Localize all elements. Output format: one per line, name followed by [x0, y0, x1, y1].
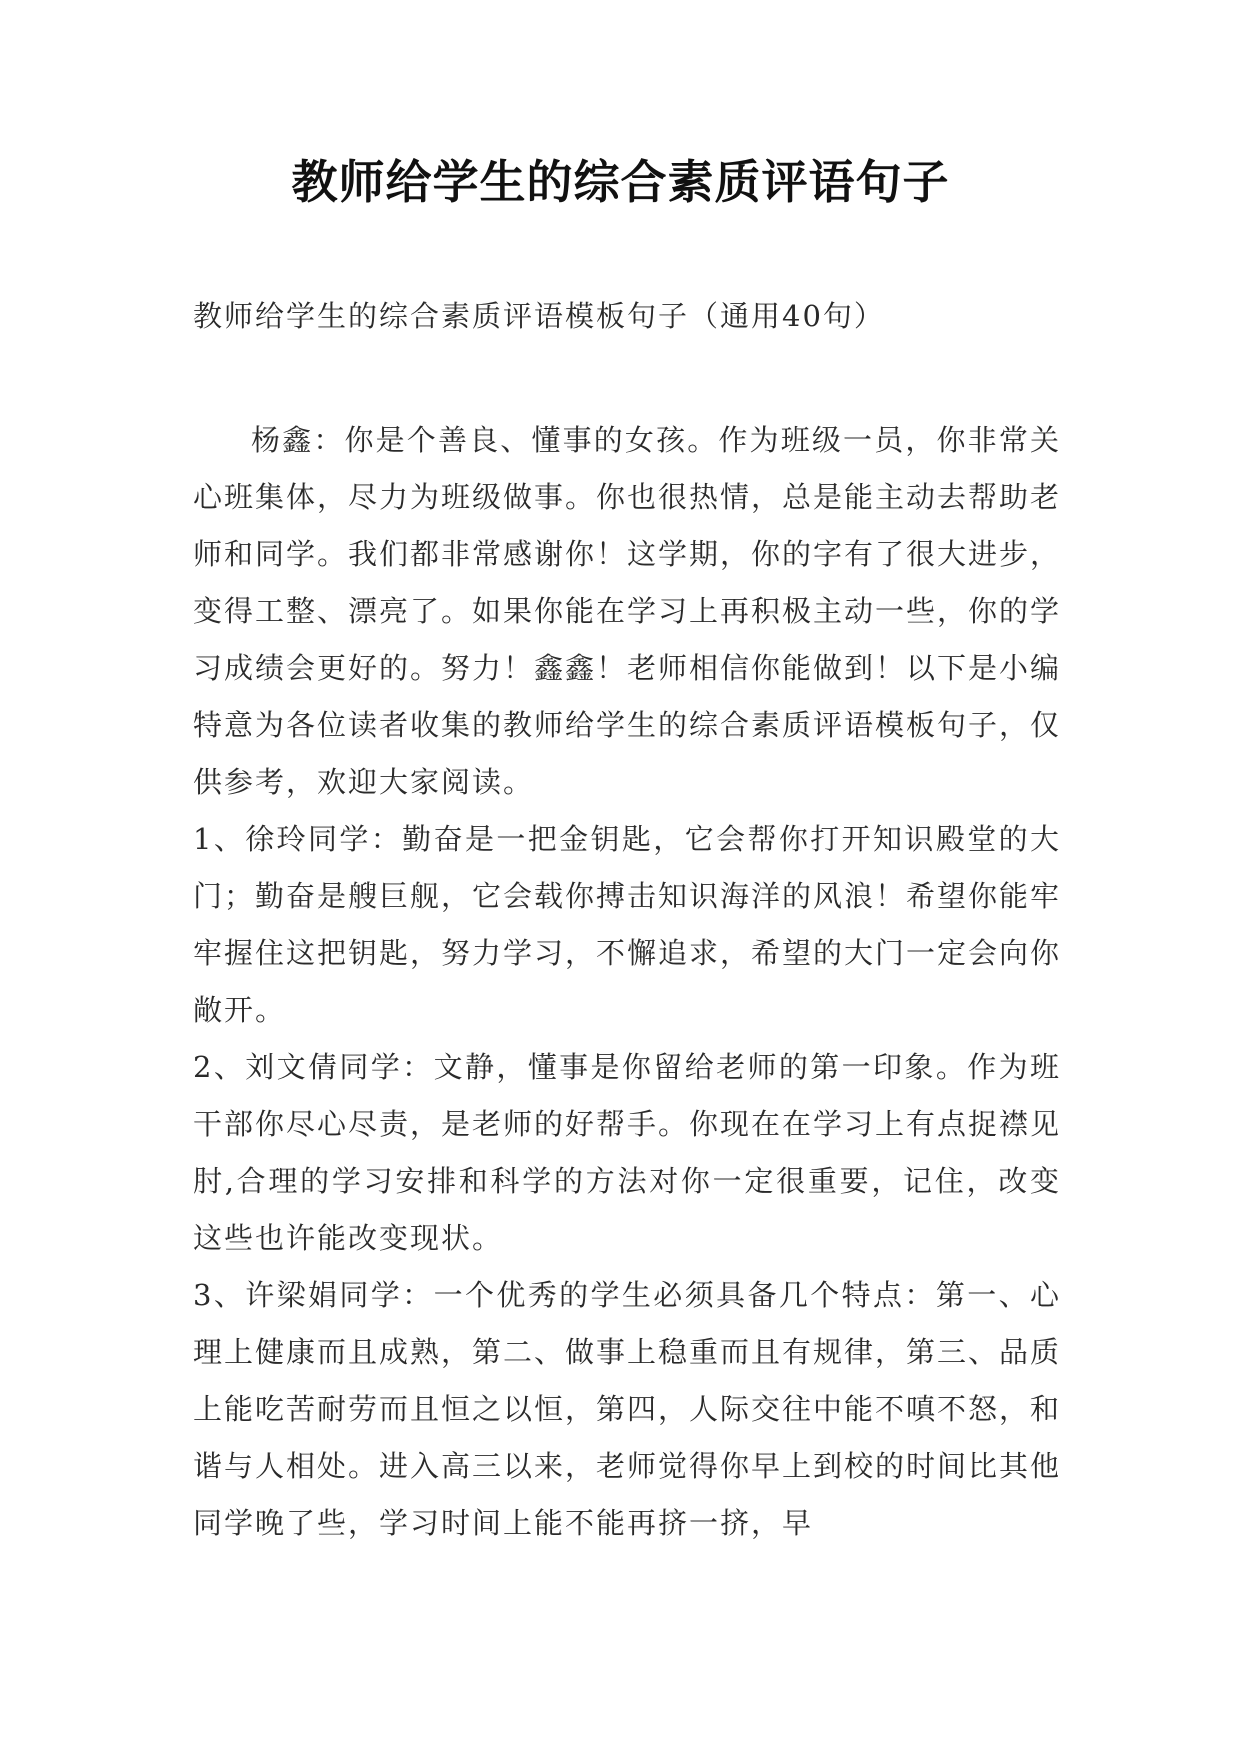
document-title: 教师给学生的综合素质评语句子 — [291, 155, 950, 209]
comment-paragraph-1: 1、徐玲同学：勤奋是一把金钥匙，它会帮你打开知识殿堂的大门；勤奋是艘巨舰，它会载你搏击知识海洋的风浪！希望你能牢牢握住这把钥匙，努力学习，不懈追求，希望的大门一定会向你敞开。 — [193, 822, 1062, 1027]
comment-paragraph-2: 2、刘文倩同学：文静，懂事是你留给老师的第一印象。作为班干部你尽心尽责，是老师的好帮手。你现在在学习上有点捉襟见肘,合理的学习安排和科学的方法对你一定很重要，记住，改变这些也许能改变现状。 — [193, 1050, 1062, 1255]
comment-paragraph-3: 3、许梁娟同学：一个优秀的学生必须具备几个特点：第一、心理上健康而且成熟，第二、做事上稳重而且有规律，第三、品质上能吃苦耐劳而且恒之以恒，第四，人际交往中能不嗔不怒，和谐与人相处。进入高三以来，老师觉得你早上到校的时间比其他同学晚了些，学习时间上能不能再挤一挤，早 — [193, 1278, 1062, 1540]
document-body — [193, 412, 1061, 1552]
document-subtitle: 教师给学生的综合素质评语模板句子（通用40句） — [193, 299, 885, 333]
intro-paragraph: 杨鑫：你是个善良、懂事的女孩。作为班级一员，你非常关心班集体，尽力为班级做事。你也很热情，总是能主动去帮助老师和同学。我们都非常感谢你！这学期，你的字有了很大进步，变得工整、漂亮了。如果你能在学习上再积极主动一些，你的学习成绩会更好的。努力！鑫鑫！老师相信你能做到！以下是小编特意为各位读者收集的教师给学生的综合素质评语模板句子，仅供参考，欢迎大家阅读。 — [193, 423, 1062, 799]
